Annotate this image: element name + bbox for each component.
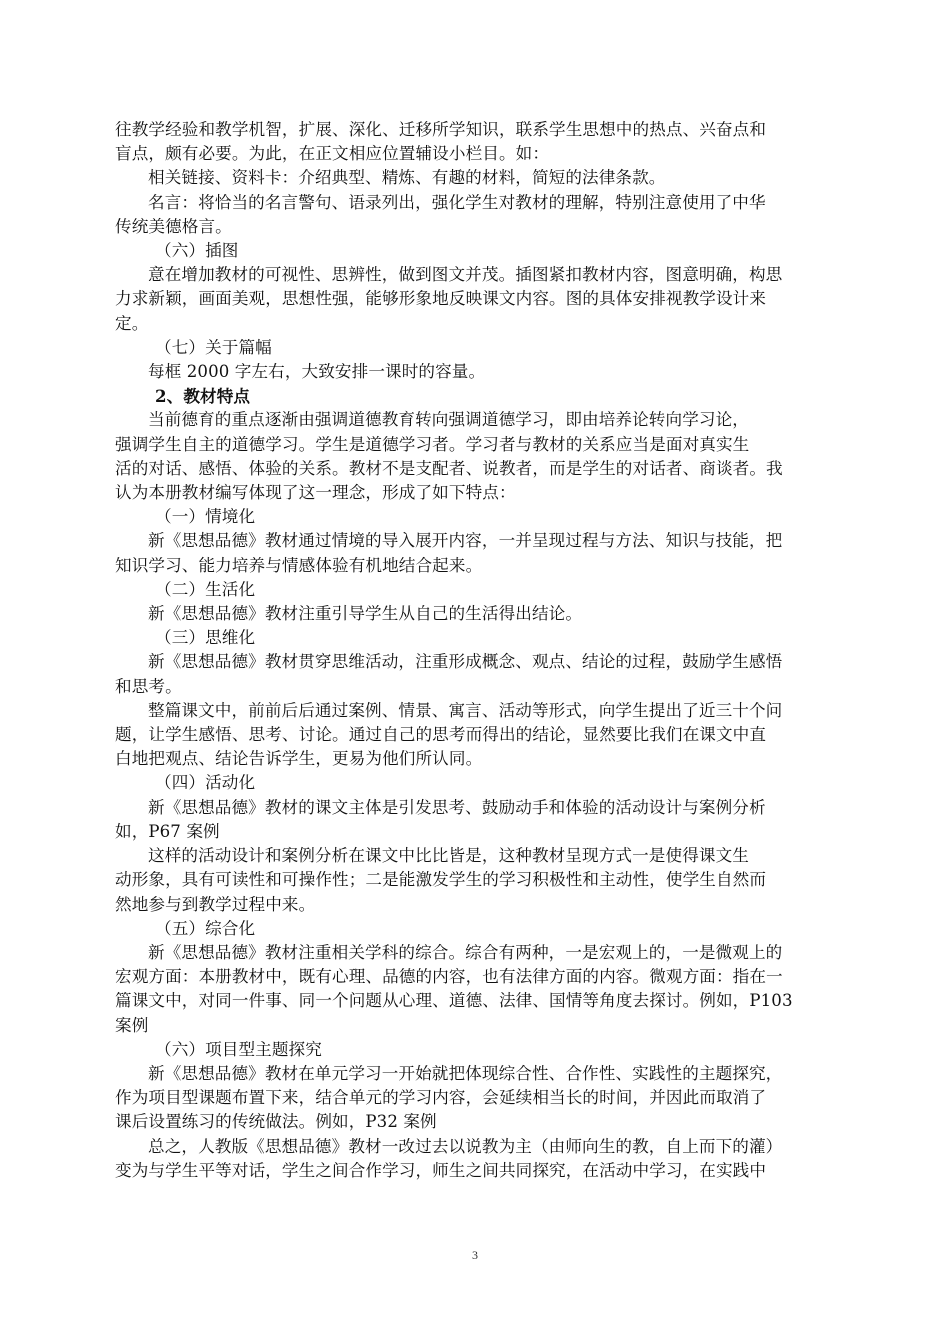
text-line: 相关链接、资料卡：介绍典型、精炼、有趣的材料，简短的法律条款。 xyxy=(148,168,666,188)
text-line: 如，P67 案例 xyxy=(115,821,220,841)
text-line: 新《思想品德》教材的课文主体是引发思考、鼓励动手和体验的活动设计与案例分析 xyxy=(148,797,766,817)
text-line: 总之，人教版《思想品德》教材一改过去以说教为主（由师向生的教，自上而下的灌） xyxy=(148,1136,783,1156)
text-line: 认为本册教材编写体现了这一理念，形成了如下特点： xyxy=(115,483,516,503)
subsection-heading: （二）生活化 xyxy=(155,579,256,599)
text-line: 动形象，具有可读性和可操作性；二是能激发学生的学习积极性和主动性，使学生自然而 xyxy=(115,870,767,890)
text-line: 宏观方面：本册教材中，既有心理、品德的内容，也有法律方面的内容。微观方面：指在一 xyxy=(115,967,783,987)
text-line: 名言：将恰当的名言警句、语录列出，强化学生对教材的理解，特别注意使用了中华 xyxy=(148,192,766,212)
text-line: 变为与学生平等对话，学生之间合作学习，师生之间共同探究，在活动中学习，在实践中 xyxy=(115,1160,767,1180)
text-line: 篇课文中，对同一件事、同一个问题从心理、道德、法律、国情等角度去探讨。例如，P103 xyxy=(115,991,793,1011)
section-heading: 2、教材特点 xyxy=(155,386,251,407)
text-line: 新《思想品德》教材注重相关学科的综合。综合有两种，一是宏观上的，一是微观上的 xyxy=(148,942,783,962)
text-line: 力求新颖，画面美观，思想性强，能够形象地反映课文内容。图的具体安排视教学设计来 xyxy=(115,289,767,309)
text-line: 白地把观点、结论告诉学生，更易为他们所认同。 xyxy=(115,749,483,769)
text-line: 盲点，颇有必要。为此，在正文相应位置辅设小栏目。如： xyxy=(115,144,550,164)
text-line: 整篇课文中，前前后后通过案例、情景、寓言、活动等形式，向学生提出了近三十个问 xyxy=(148,700,783,720)
text-line: 定。 xyxy=(115,313,149,333)
text-line: 每框 2000 字左右，大致安排一课时的容量。 xyxy=(148,362,486,382)
text-line: 这样的活动设计和案例分析在课文中比比皆是，这种教材呈现方式一是使得课文生 xyxy=(148,846,749,866)
text-line: 题，让学生感悟、思考、讨论。通过自己的思考而得出的结论，显然要比我们在课文中直 xyxy=(115,725,767,745)
text-line: 然地参与到教学过程中来。 xyxy=(115,894,316,914)
text-line: 当前德育的重点逐渐由强调道德教育转向强调道德学习，即由培养论转向学习论， xyxy=(148,410,749,430)
text-line: 传统美德格言。 xyxy=(115,216,232,236)
subsection-heading: （一）情境化 xyxy=(155,507,256,527)
text-line: 新《思想品德》教材注重引导学生从自己的生活得出结论。 xyxy=(148,604,583,624)
text-line: 案例 xyxy=(115,1015,149,1035)
text-line: 作为项目型课题布置下来，结合单元的学习内容，会延续相当长的时间，并因此而取消了 xyxy=(115,1088,767,1108)
subsection-heading: （七）关于篇幅 xyxy=(155,337,272,357)
text-line: 往教学经验和教学机智，扩展、深化、迁移所学知识，联系学生思想中的热点、兴奋点和 xyxy=(115,120,767,139)
text-line: 新《思想品德》教材贯穿思维活动，注重形成概念、观点、结论的过程，鼓励学生感悟 xyxy=(148,652,783,672)
text-line: 知识学习、能力培养与情感体验有机地结合起来。 xyxy=(115,555,483,575)
text-line: 强调学生自主的道德学习。学生是道德学习者。学习者与教材的关系应当是面对真实生 xyxy=(115,434,750,454)
subsection-heading: （六）插图 xyxy=(155,241,239,261)
text-line: 和思考。 xyxy=(115,676,182,696)
body-text xyxy=(115,118,837,1183)
subsection-heading: （四）活动化 xyxy=(155,773,256,793)
subsection-heading: （五）综合化 xyxy=(155,918,256,938)
text-line: 课后设置练习的传统做法。例如，P32 案例 xyxy=(115,1112,437,1132)
text-line: 活的对话、感悟、体验的关系。教材不是支配者、说教者，而是学生的对话者、商谈者。我 xyxy=(115,458,783,478)
page-number: 3 xyxy=(472,1248,478,1262)
text-line: 意在增加教材的可视性、思辨性，做到图文并茂。插图紧扣教材内容，图意明确，构思 xyxy=(148,265,783,285)
subsection-heading: （三）思维化 xyxy=(155,628,256,648)
subsection-heading: （六）项目型主题探究 xyxy=(155,1039,322,1059)
text-line: 新《思想品德》教材通过情境的导入展开内容，一并呈现过程与方法、知识与技能，把 xyxy=(148,531,783,551)
text-line: 新《思想品德》教材在单元学习一开始就把体现综合性、合作性、实践性的主题探究， xyxy=(148,1063,783,1083)
